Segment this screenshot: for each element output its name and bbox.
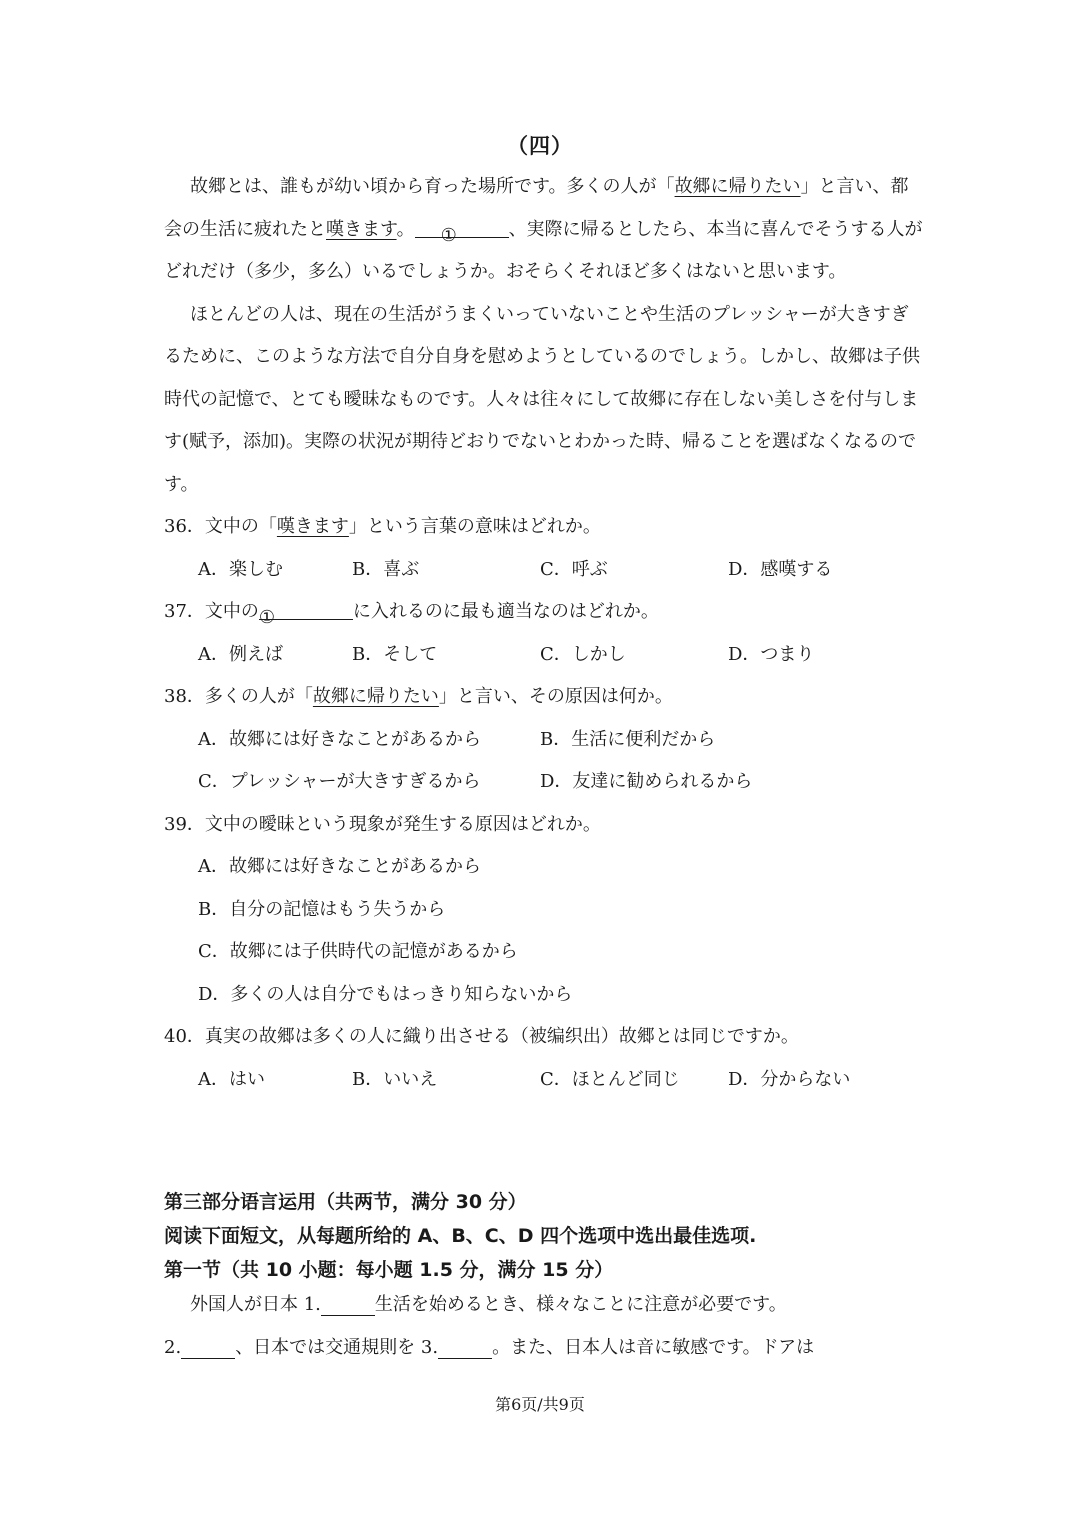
section-title: （四） bbox=[507, 133, 573, 158]
blank-marker: ① bbox=[258, 607, 276, 628]
option-d[interactable]: D．友達に勧められるから bbox=[540, 771, 753, 792]
question-text: 多くの人が「 bbox=[204, 686, 313, 707]
cloze-text: 2. bbox=[164, 1336, 182, 1358]
question-text: 文中の「 bbox=[204, 516, 277, 537]
option-d[interactable]: D．感嘆する bbox=[728, 558, 833, 580]
question-number: 36． bbox=[164, 516, 205, 537]
question-text: 文中の bbox=[204, 601, 259, 622]
question-37 bbox=[164, 591, 924, 634]
question-36 bbox=[164, 506, 924, 549]
passage-text: 故郷とは、誰もが幼い頃から育った場所です。多くの人が「 bbox=[190, 176, 675, 197]
option-c[interactable]: C．プレッシャーが大きすぎるから bbox=[198, 771, 481, 792]
option-b[interactable]: B．そして bbox=[352, 643, 438, 665]
cloze-line-1 bbox=[164, 1284, 924, 1327]
question-39 bbox=[164, 804, 924, 847]
options-37 bbox=[164, 634, 924, 677]
underlined-word: 嘆きます bbox=[326, 218, 397, 240]
cloze-text: 生活を始めるとき、様々なことに注意が必要です。 bbox=[374, 1294, 787, 1315]
blank-1 bbox=[415, 215, 509, 246]
question-number: 38． bbox=[164, 686, 205, 707]
passage-text: 、実際に帰るとしたら、本当に喜んでそうする人がどれだけ（多少，多么）いるでしょうか。おそらくそれほど多くはないと思います。 bbox=[164, 218, 923, 282]
option-c[interactable]: C．呼ぶ bbox=[540, 558, 608, 580]
question-number: 39． bbox=[164, 813, 205, 835]
option-b[interactable]: B．生活に便利だから bbox=[540, 728, 716, 750]
underlined-phrase: 故郷に帰りたい bbox=[674, 176, 801, 197]
instructions-heading: 阅读下面短文，从每题所给的 A、B、C、D 四个选项中选出最佳选项. bbox=[164, 1225, 757, 1247]
cloze-line-2 bbox=[164, 1327, 924, 1370]
question-text: 」と言い、その原因は何か。 bbox=[438, 686, 673, 707]
options-36 bbox=[164, 549, 924, 592]
option-d[interactable]: D．分からない bbox=[728, 1068, 851, 1090]
options-38-row-1 bbox=[164, 719, 924, 762]
passage-paragraph-2: ほとんどの人は、現在の生活がうまくいっていないことや生活のプレッシャーが大きすぎるために、このような方法で自分自身を慰めようとしているのでしょう。しかし、故郷は子供時代の記憶で、とても曖昧なものです。人々は往々にして故郷に存在しない美しさを付与します(赋予，添加)。実際の状況が期待どおりでないとわかった時、帰ることを選ばなくなるのです。 bbox=[164, 303, 920, 495]
subsection-heading: 第一节（共 10 小题：每小题 1.5 分，满分 15 分） bbox=[164, 1259, 614, 1281]
option-a[interactable]: A．故郷には好きなことがあるから bbox=[198, 728, 481, 750]
option-a[interactable]: A．はい bbox=[198, 1068, 265, 1090]
option-a[interactable]: A．楽しむ bbox=[198, 558, 283, 580]
question-text: に入れるのに最も適当なのはどれか。 bbox=[352, 601, 659, 622]
passage-paragraph-1 bbox=[164, 166, 924, 294]
underlined-word: 嘆きます bbox=[276, 516, 349, 537]
question-38 bbox=[164, 676, 924, 719]
question-40 bbox=[164, 1016, 924, 1059]
option-d[interactable]: D．つまり bbox=[728, 643, 815, 665]
cloze-blank-2[interactable] bbox=[181, 1336, 235, 1359]
options-38-row-2 bbox=[164, 761, 924, 804]
question-text: 真実の故郷は多くの人に織り出させる（被编织出）故郷とは同じですか。 bbox=[204, 1026, 799, 1047]
question-text: 文中の曖昧という現象が発生する原因はどれか。 bbox=[204, 813, 601, 835]
option-c[interactable]: C．故郷には子供時代の記憶があるから bbox=[198, 941, 518, 962]
passage-text: 」と言い、都会の生活に疲れたと bbox=[164, 176, 909, 240]
option-a[interactable]: A．故郷には好きなことがあるから bbox=[198, 856, 481, 877]
options-40 bbox=[164, 1059, 924, 1102]
option-b[interactable]: B．いいえ bbox=[352, 1068, 438, 1090]
option-c[interactable]: C．しかし bbox=[540, 643, 626, 665]
blank-marker: ① bbox=[440, 224, 457, 246]
cloze-text: 外国人が日本 1. bbox=[190, 1294, 321, 1315]
cloze-blank-3[interactable] bbox=[438, 1336, 492, 1359]
reading-passage-block bbox=[164, 166, 924, 1101]
part-three-header bbox=[164, 1185, 944, 1287]
underlined-phrase: 故郷に帰りたい bbox=[312, 686, 439, 707]
question-text: 」という言葉の意味はどれか。 bbox=[348, 516, 601, 537]
option-b[interactable]: B．喜ぶ bbox=[352, 558, 420, 580]
option-b[interactable]: B．自分の記憶はもう失うから bbox=[198, 898, 446, 920]
option-c[interactable]: C．ほとんど同じ bbox=[540, 1068, 680, 1090]
option-a[interactable]: A．例えば bbox=[198, 643, 283, 665]
cloze-passage bbox=[164, 1284, 924, 1369]
cloze-text: 、日本では交通規則を 3. bbox=[235, 1336, 439, 1358]
part-heading: 第三部分语言运用（共两节，满分 30 分） bbox=[164, 1191, 527, 1213]
cloze-text: 。また、日本人は音に敏感です。ドアは bbox=[492, 1336, 815, 1358]
question-number: 40． bbox=[164, 1026, 205, 1047]
option-d[interactable]: D．多くの人は自分でもはっきり知らないから bbox=[198, 983, 573, 1005]
passage-text: 。 bbox=[396, 218, 415, 240]
blank-1 bbox=[258, 597, 353, 628]
cloze-blank-1[interactable] bbox=[321, 1293, 375, 1316]
question-number: 37． bbox=[164, 601, 205, 622]
page-number: 第6页/共9页 bbox=[495, 1395, 585, 1414]
